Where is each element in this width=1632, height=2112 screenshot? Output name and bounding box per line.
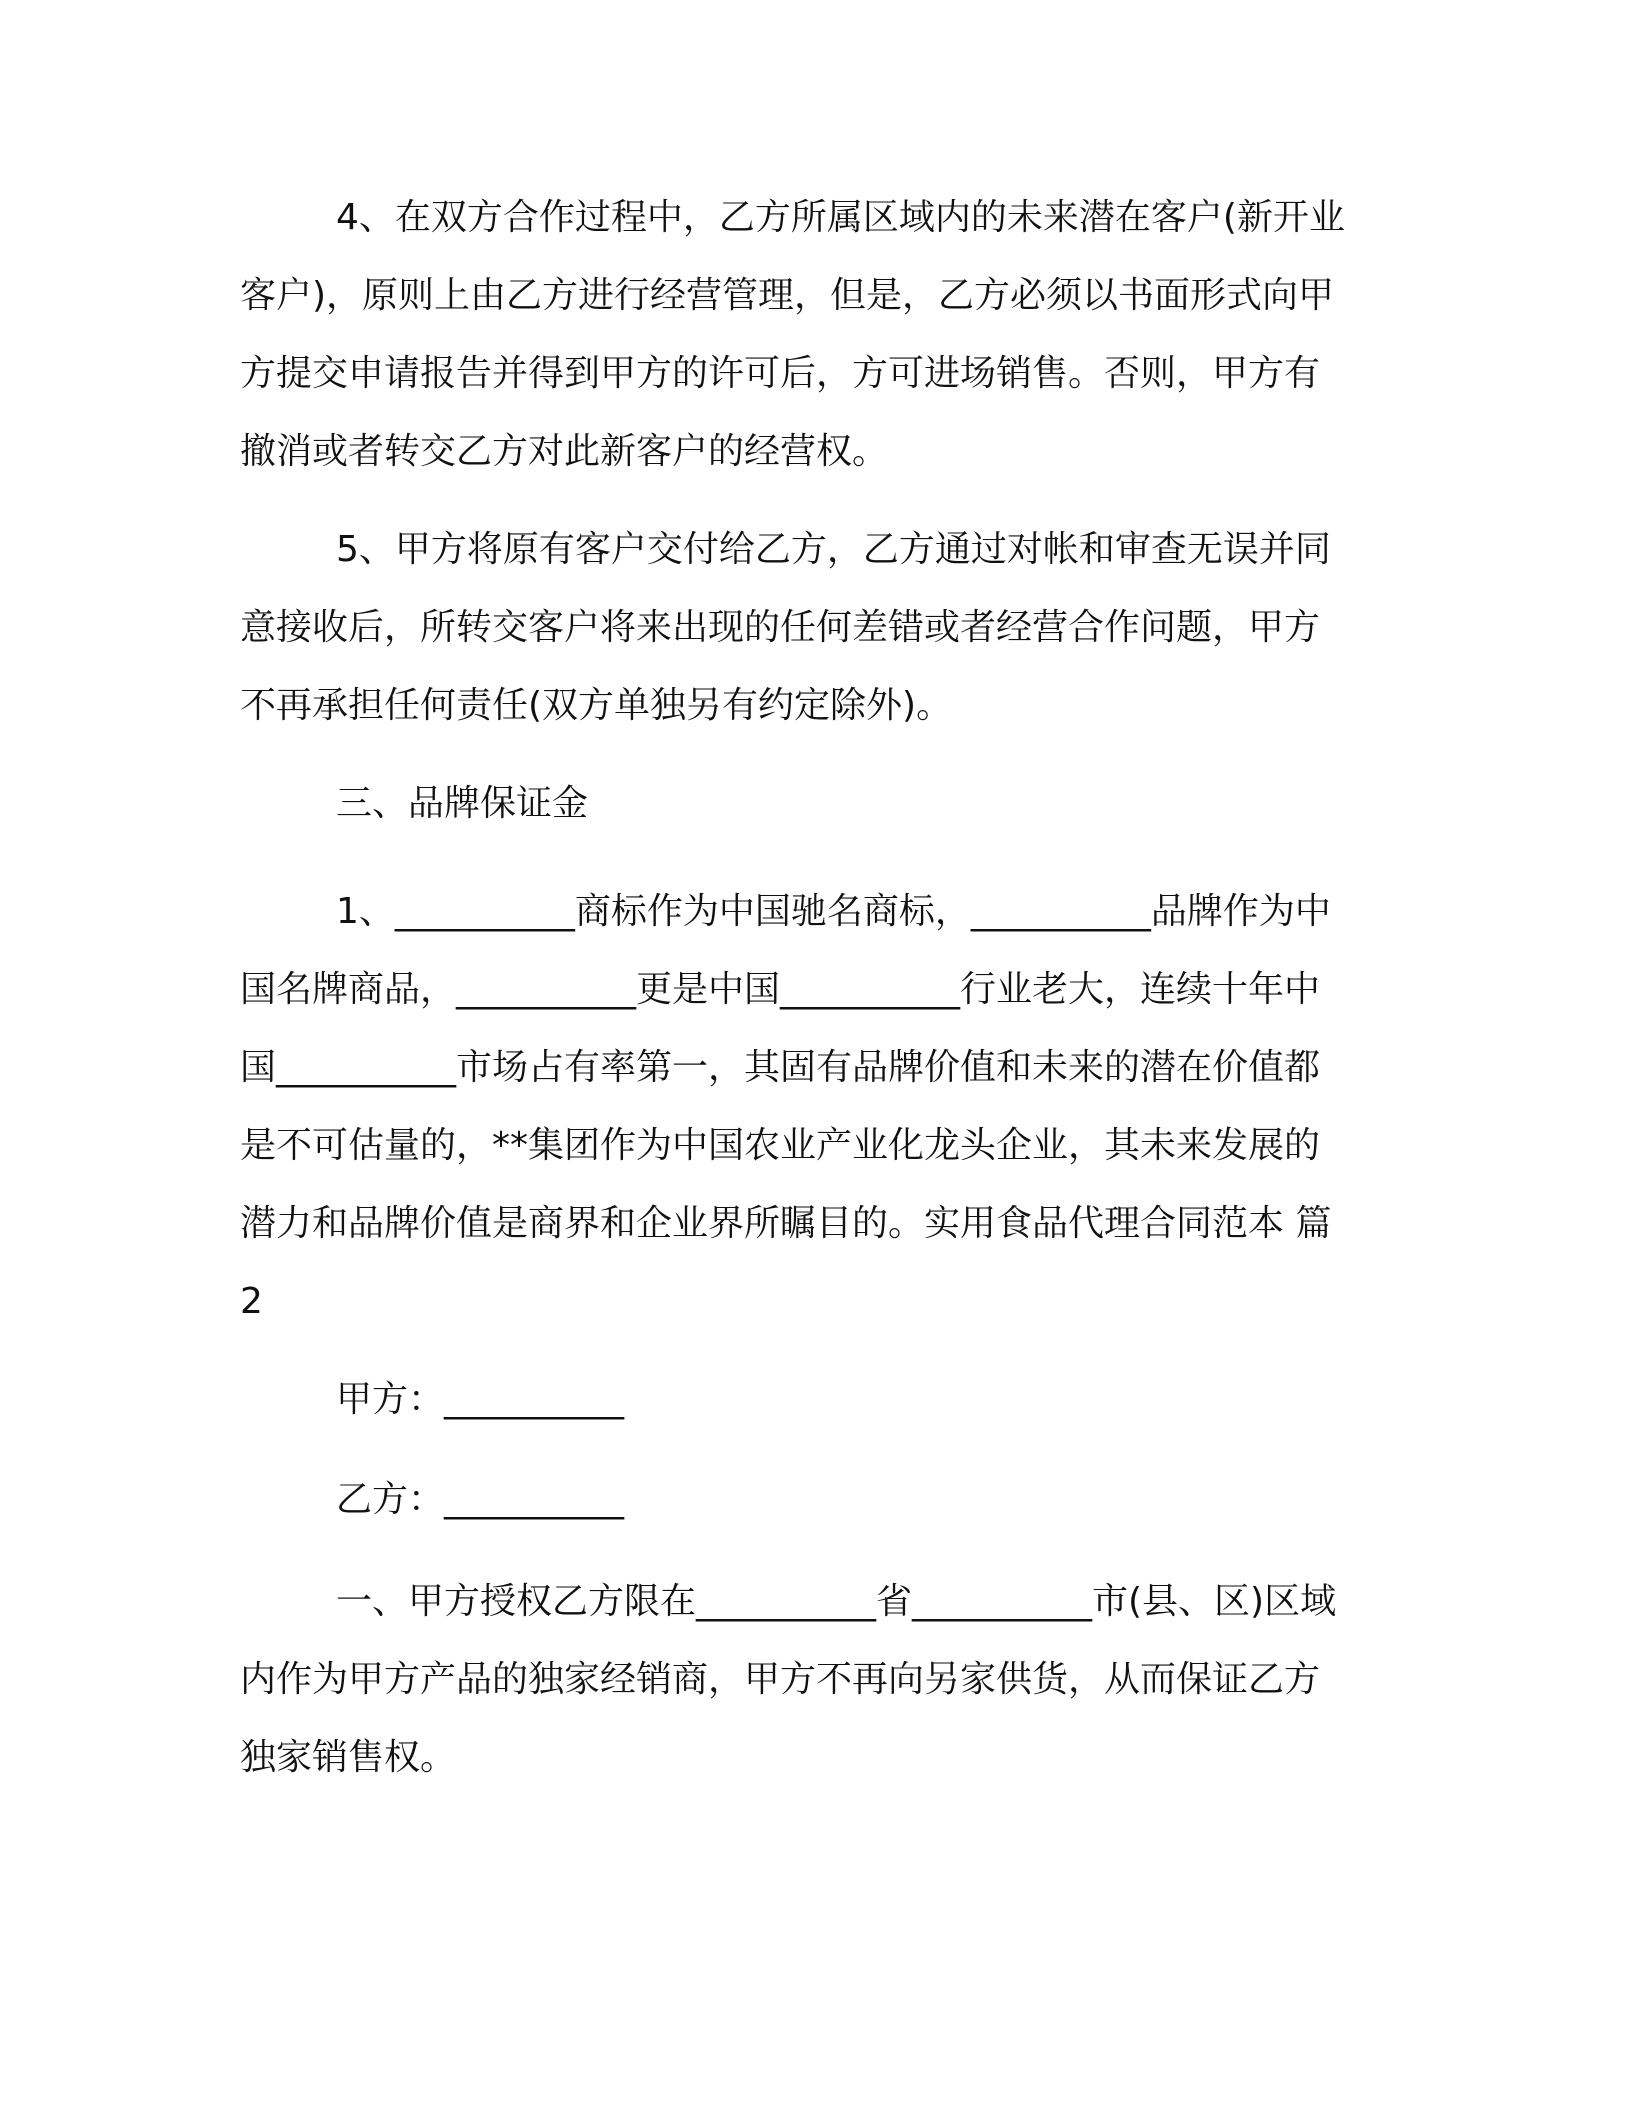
section-heading: 三、品牌保证金	[336, 783, 589, 824]
text-line: 是不可估量的，**集团作为中国农业产业化龙头企业，其未来发展的	[240, 1125, 1321, 1166]
text-line: 撤消或者转交乙方对此新客户的经营权。	[240, 431, 889, 472]
text-line: 2	[240, 1281, 263, 1322]
text-line: 内作为甲方产品的独家经销商，甲方不再向另家供货，从而保证乙方	[240, 1659, 1321, 1700]
text-line: 意接收后，所转交客户将来出现的任何差错或者经营合作问题，甲方	[240, 607, 1321, 648]
text-line: 5、甲方将原有客户交付给乙方，乙方通过对帐和审查无误并同	[336, 529, 1331, 570]
text-line: 不再承担任何责任(双方单独另有约定除外)。	[240, 685, 953, 726]
text-line: 国__________市场占有率第一，其固有品牌价值和未来的潜在价值都	[240, 1047, 1321, 1088]
text-line: 方提交申请报告并得到甲方的许可后，方可进场销售。否则，甲方有	[240, 353, 1321, 394]
text-line: 一、甲方授权乙方限在__________省__________市(县、区)区域	[336, 1581, 1337, 1622]
party-b-line: 乙方：__________	[336, 1479, 625, 1520]
text-line: 独家销售权。	[240, 1737, 457, 1778]
text-line: 客户)，原则上由乙方进行经营管理，但是，乙方必须以书面形式向甲	[240, 275, 1335, 316]
party-a-line: 甲方：__________	[336, 1379, 625, 1420]
text-line: 1、__________商标作为中国驰名商标，__________品牌作为中	[336, 891, 1331, 932]
text-line: 4、在双方合作过程中，乙方所属区域内的未来潜在客户(新开业	[336, 197, 1345, 238]
text-line: 国名牌商品，__________更是中国__________行业老大，连续十年中	[240, 969, 1321, 1010]
text-line: 潜力和品牌价值是商界和企业界所瞩目的。实用食品代理合同范本 篇	[240, 1203, 1332, 1244]
